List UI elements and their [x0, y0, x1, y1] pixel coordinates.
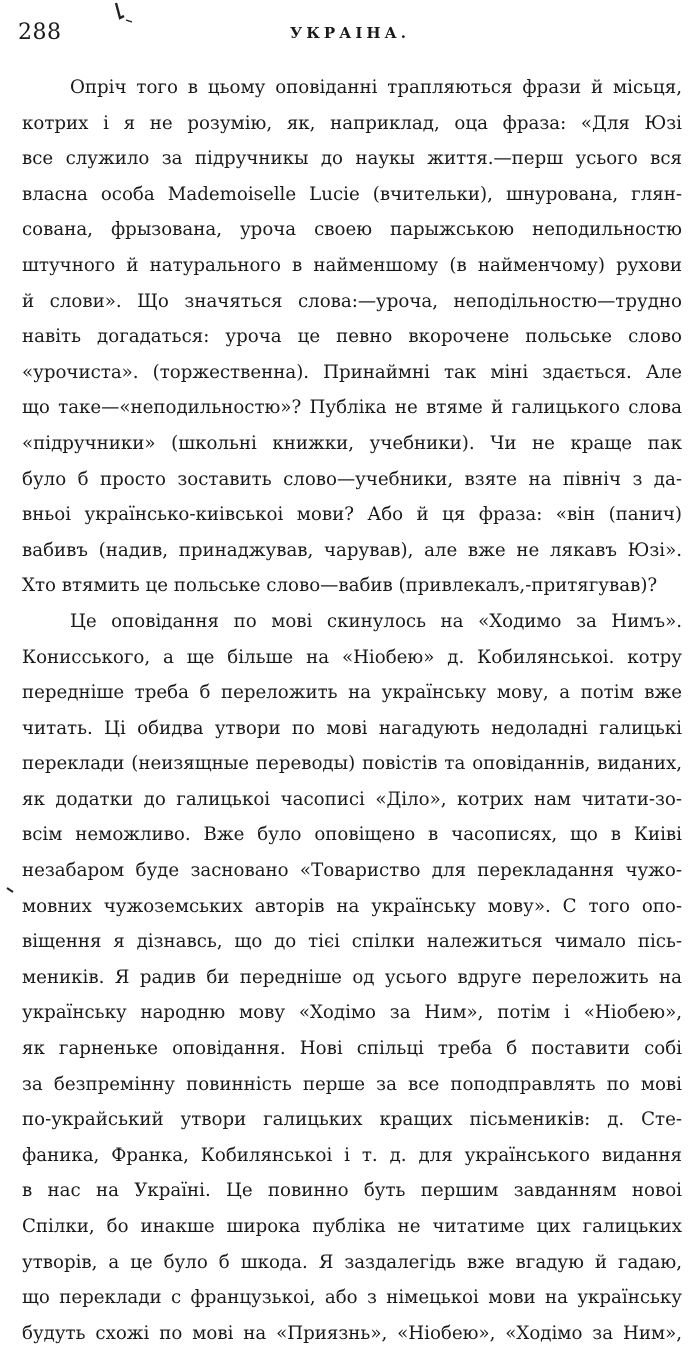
text-line: все служило за підручникы до наукы життя.—перш усього вся — [22, 148, 682, 170]
text-line: по-украйський утвори галицьких кращих пісьмеників: д. Сте- — [22, 1109, 682, 1131]
paragraph — [22, 604, 682, 1351]
text-line: Спілки, бо инакше широка публіка не читатиме цих галицьких — [22, 1216, 682, 1237]
text-line: переднiше треба б переложить на українську мову, а потім вже — [22, 682, 682, 704]
text-line: в нас на Україні. Це повинно буть першим завданням новоі — [22, 1180, 682, 1202]
text-line: вабивъ (надив, принаджував, чарував), але вже не лякавъ Юзі». — [22, 539, 682, 561]
text-line: мовних чужоземських авторів на українську мову». С того опо- — [22, 895, 682, 917]
text-line: й слови». Що значяться слова:—урочa, неподільностю—трудно — [22, 290, 682, 312]
page-number: 288 — [18, 20, 62, 45]
text-line: вньоі українсько-киівськоі мови? Або й ця фраза: «він (панич) — [22, 504, 682, 526]
text-line: що переклади с французькоі, або з німецькоі мови на українську — [22, 1287, 682, 1309]
text-line: Хто втямить це польське слово—вабив (привлекалъ,-притягував)? — [22, 575, 658, 597]
text-line: читать. Ці обидва утвори по мові нагадують недоладні галицькі — [22, 717, 682, 739]
text-line: котрих і я не розумію, як, наприклад, оца фраза: «Для Юзі — [22, 112, 682, 134]
text-line: «підручники» (школьні книжки, учебники). Чи не краще пак — [22, 432, 682, 454]
text-line: власна особа Mademoiselle Lucie (вчительки), шнурована, глян- — [22, 183, 682, 205]
text-line: що таке—«неподильностю»? Публіка не втяме й галицького слова — [22, 397, 682, 419]
text-line: утворів, а це було б шкода. Я заздалегідь вже вгадую й гадаю, — [22, 1251, 682, 1273]
text-line: Конисського, а ще більше на «Ніобею» д. Кобилянськоі. котру — [22, 646, 682, 668]
text-line: Опріч того в цьому оповіданні трапляються фрази й місьця, — [70, 77, 682, 98]
text-line: незабаром буде засновано «Товариство для перекладання чужо- — [22, 860, 682, 882]
text-line: будуть схожі по мові на «Приязнь», «Ніобею», «Ходімо за Ним», — [22, 1322, 682, 1344]
text-line: віщення я дізнавсь, що до тієі спілки належиться чимало піcь- — [22, 931, 682, 953]
text-line: сована, фрызована, урочa своею парыжською неподильностю — [22, 219, 682, 241]
text-line: переклади (неизящные переводы) повістів та оповіданнів, виданих, — [22, 753, 682, 775]
paragraph — [22, 70, 682, 604]
text-line: штучного й натурального в найменшому (в найменчому) рухови — [22, 254, 682, 276]
text-line: меників. Я радив би переднiше од усього вдруге переложить на — [22, 966, 682, 988]
text-line: Це оповідання по мові скинулось на «Ходимо за Нимъ». — [70, 610, 682, 632]
running-head: УКРАІНА. — [290, 24, 410, 42]
ink-mark-margin — [6, 887, 14, 893]
ink-mark-top — [112, 2, 134, 24]
text-line: за безпремінну повинність перше за все поподправлять по мові — [22, 1073, 682, 1095]
text-line: всім неможливо. Вже було оповіщено в часописях, що в Киіві — [22, 824, 682, 846]
text-line: було б просто зоставить слово—учебники, взяте на північ з да- — [22, 468, 682, 490]
text-line: як додатки до галицькоі часописі «Діло», котрих нам читати-зо- — [22, 788, 682, 810]
text-line: «урочиста». (торжественна). Принаймні так міні здається. Але — [22, 361, 682, 383]
text-line: як гарненьке оповідання. Нові спільці треба б поставити собі — [22, 1038, 682, 1060]
text-line: українську народню мову «Ходімо за Ним», потім і «Ніобею», — [22, 1002, 682, 1024]
text-line: фаника, Франка, Кобилянськоі і т. д. для українського видання — [22, 1144, 682, 1166]
text-line: навіть догадаться: урочa це певно вкорочене польське слово — [22, 326, 682, 348]
body-text — [22, 70, 682, 1351]
